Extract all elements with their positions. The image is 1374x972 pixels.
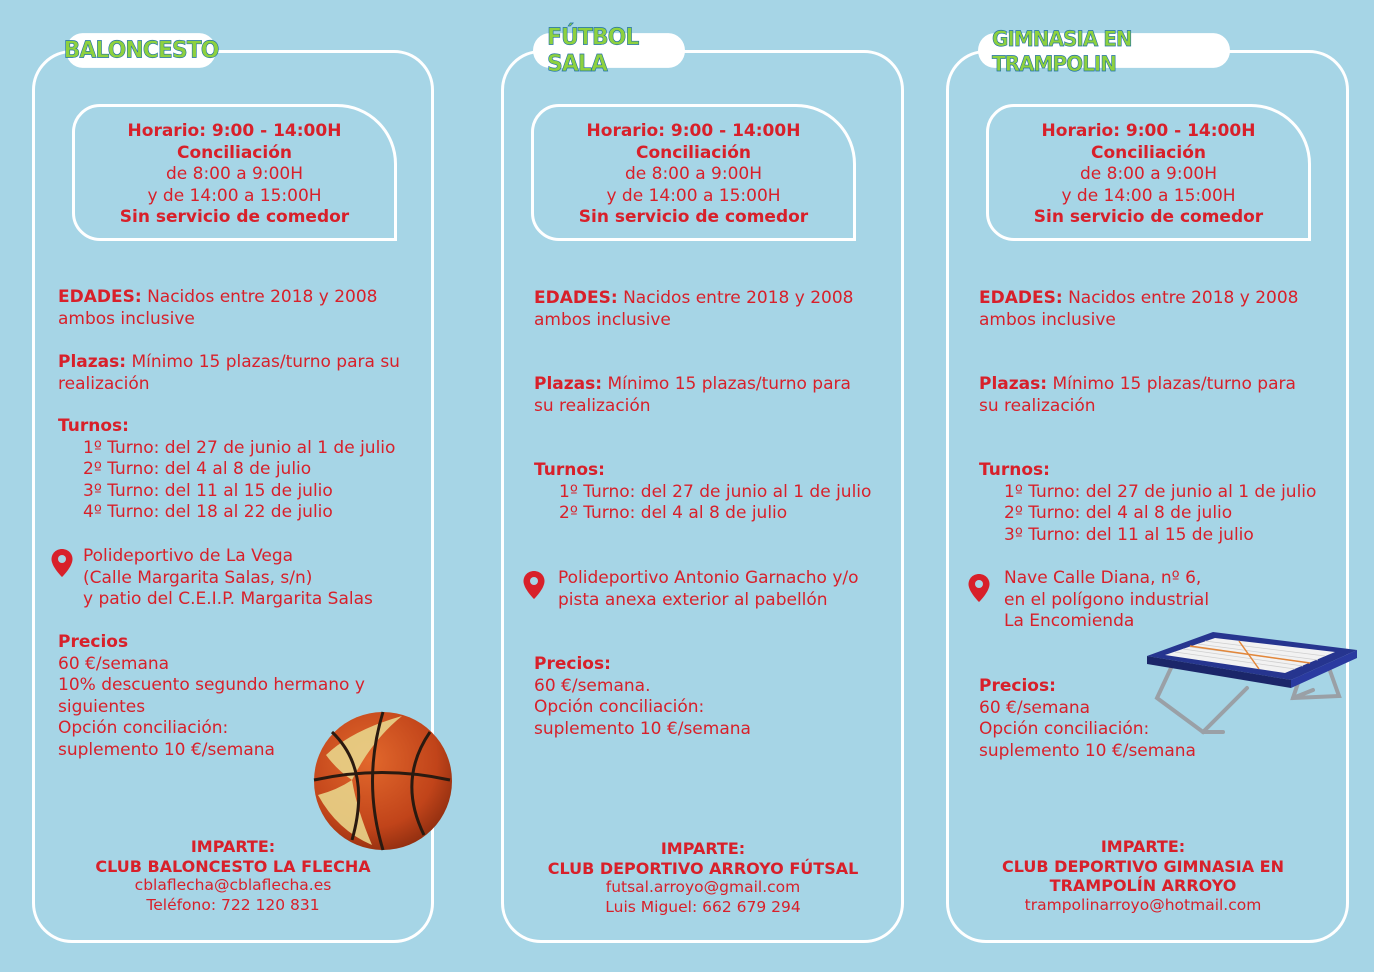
imparte-baloncesto [58, 837, 408, 915]
schedule-afternoon: y de 14:00 a 15:00H [606, 185, 781, 206]
location-line: La Encomienda [1004, 611, 1135, 632]
club-email[interactable]: cblaflecha@cblaflecha.es [134, 876, 332, 894]
turno-item: 1º Turno: del 27 de junio al 1 de julio [1004, 481, 1317, 502]
precio-line: siguientes [58, 696, 146, 717]
precio-line: suplemento 10 €/semana [979, 740, 1196, 761]
ages-text: Nacidos entre 2018 y 2008 [1068, 288, 1299, 308]
plazas-text-2: su realización [534, 395, 651, 416]
turno-item: 3º Turno: del 11 al 15 de julio [1004, 524, 1254, 545]
turnos-label: Turnos: [979, 460, 1050, 480]
title-gimnasia-trampolin: GIMNASIA EN TRAMPOLIN [978, 33, 1230, 68]
location-pin-icon [50, 548, 74, 578]
title-futbol-sala: FÚTBOL SALA [533, 33, 685, 68]
turnos-futbol-sala [534, 460, 871, 525]
club-phone: Teléfono: 722 120 831 [146, 895, 320, 914]
imparte-label: IMPARTE: [190, 837, 276, 856]
imparte-gimnasia [968, 837, 1318, 915]
location-pin-icon [967, 573, 991, 603]
club-name-2: TRAMPOLÍN ARROYO [1049, 876, 1237, 895]
schedule-morning: de 8:00 a 9:00H [624, 164, 762, 185]
location-line: pista anexa exterior al pabellón [558, 589, 828, 610]
precio-line: Opción conciliación: [534, 697, 705, 718]
schedule-box-baloncesto [72, 104, 397, 241]
location-futbol-sala [558, 568, 859, 611]
precio-line: suplemento 10 €/semana [534, 718, 751, 739]
turno-item: 3º Turno: del 11 al 15 de julio [83, 480, 333, 501]
ages-label: EDADES: [58, 287, 142, 307]
plazas-text-2: su realización [979, 395, 1096, 416]
imparte-label: IMPARTE: [660, 839, 746, 858]
imparte-futbol-sala [528, 839, 878, 917]
location-baloncesto [83, 546, 373, 611]
turno-item: 4º Turno: del 18 al 22 de julio [83, 502, 333, 523]
turno-item: 2º Turno: del 4 al 8 de julio [83, 459, 312, 480]
location-line: Nave Calle Diana, nº 6, [1004, 568, 1202, 588]
precio-line: 10% descuento segundo hermano y [58, 675, 365, 696]
basketball-image [312, 710, 454, 852]
ages-text-2: ambos inclusive [979, 309, 1116, 330]
schedule-no-dining: Sin servicio de comedor [1033, 207, 1264, 228]
precio-line: 60 €/semana. [534, 675, 651, 696]
turnos-label: Turnos: [534, 460, 605, 480]
precio-line: 60 €/semana [58, 653, 170, 674]
ages-text-2: ambos inclusive [58, 308, 195, 329]
location-line: y patio del C.E.I.P. Margarita Salas [83, 589, 373, 610]
schedule-box-futbol-sala [531, 104, 856, 241]
ages-text: Nacidos entre 2018 y 2008 [623, 288, 854, 308]
precio-line: Opción conciliación: [979, 719, 1150, 740]
precio-line: suplemento 10 €/semana [58, 739, 275, 760]
club-phone: Luis Miguel: 662 679 294 [605, 897, 801, 916]
location-line: Polideportivo Antonio Garnacho y/o [558, 568, 859, 588]
location-line: Polideportivo de La Vega [83, 546, 294, 566]
plazas-text: Mínimo 15 plazas/turno para [607, 374, 851, 394]
schedule-conciliation: Conciliación [177, 142, 292, 163]
precios-label: Precios [58, 632, 129, 652]
ages-label: EDADES: [534, 288, 618, 308]
precio-line: Opción conciliación: [58, 718, 229, 739]
schedule-morning: de 8:00 a 9:00H [165, 164, 303, 185]
turno-item: 1º Turno: del 27 de junio al 1 de julio [83, 437, 396, 458]
imparte-label: IMPARTE: [1100, 837, 1186, 856]
plazas-baloncesto [58, 352, 400, 395]
schedule-no-dining: Sin servicio de comedor [119, 207, 350, 228]
schedule-morning: de 8:00 a 9:00H [1079, 164, 1217, 185]
schedule-hours: Horario: 9:00 - 14:00H [1041, 121, 1256, 141]
turno-item: 2º Turno: del 4 al 8 de julio [1004, 503, 1233, 524]
turnos-gimnasia [979, 460, 1316, 546]
turno-item: 2º Turno: del 4 al 8 de julio [559, 503, 788, 524]
location-pin-icon [522, 570, 546, 600]
club-email[interactable]: futsal.arroyo@gmail.com [605, 878, 801, 896]
location-gimnasia [1004, 568, 1209, 633]
ages-text: Nacidos entre 2018 y 2008 [147, 287, 378, 307]
schedule-afternoon: y de 14:00 a 15:00H [1061, 185, 1236, 206]
ages-text-2: ambos inclusive [534, 309, 671, 330]
plazas-label: Plazas: [534, 374, 603, 394]
plazas-text: Mínimo 15 plazas/turno para [1052, 374, 1296, 394]
ages-gimnasia [979, 288, 1299, 331]
ages-baloncesto [58, 287, 378, 330]
precios-label: Precios: [534, 654, 611, 674]
precios-futbol-sala [534, 654, 751, 740]
plazas-label: Plazas: [58, 352, 127, 372]
club-name: CLUB DEPORTIVO GIMNASIA EN [1002, 856, 1284, 876]
plazas-gimnasia [979, 374, 1296, 417]
club-email[interactable]: trampolinarroyo@hotmail.com [1024, 895, 1262, 914]
schedule-conciliation: Conciliación [636, 142, 751, 163]
club-name: CLUB BALONCESTO LA FLECHA [95, 856, 371, 876]
ages-futbol-sala [534, 288, 854, 331]
plazas-text: Mínimo 15 plazas/turno para su [131, 352, 400, 372]
turnos-baloncesto [58, 416, 395, 524]
location-line: en el polígono industrial [1004, 589, 1210, 610]
precios-label: Precios: [979, 676, 1056, 696]
schedule-conciliation: Conciliación [1091, 142, 1206, 163]
ages-label: EDADES: [979, 288, 1063, 308]
turnos-label: Turnos: [58, 416, 129, 436]
plazas-text-2: realización [58, 373, 150, 394]
schedule-box-gimnasia [986, 104, 1311, 241]
schedule-no-dining: Sin servicio de comedor [578, 207, 809, 228]
title-baloncesto: BALONCESTO [66, 33, 216, 68]
schedule-afternoon: y de 14:00 a 15:00H [147, 185, 322, 206]
schedule-hours: Horario: 9:00 - 14:00H [127, 121, 342, 141]
plazas-label: Plazas: [979, 374, 1048, 394]
plazas-futbol-sala [534, 374, 851, 417]
turno-item: 1º Turno: del 27 de junio al 1 de julio [559, 481, 872, 502]
club-name: CLUB DEPORTIVO ARROYO FÚTSAL [547, 858, 859, 878]
location-line: (Calle Margarita Salas, s/n) [83, 567, 313, 588]
schedule-hours: Horario: 9:00 - 14:00H [586, 121, 801, 141]
precio-line: 60 €/semana [979, 697, 1091, 718]
precios-gimnasia [979, 676, 1196, 762]
